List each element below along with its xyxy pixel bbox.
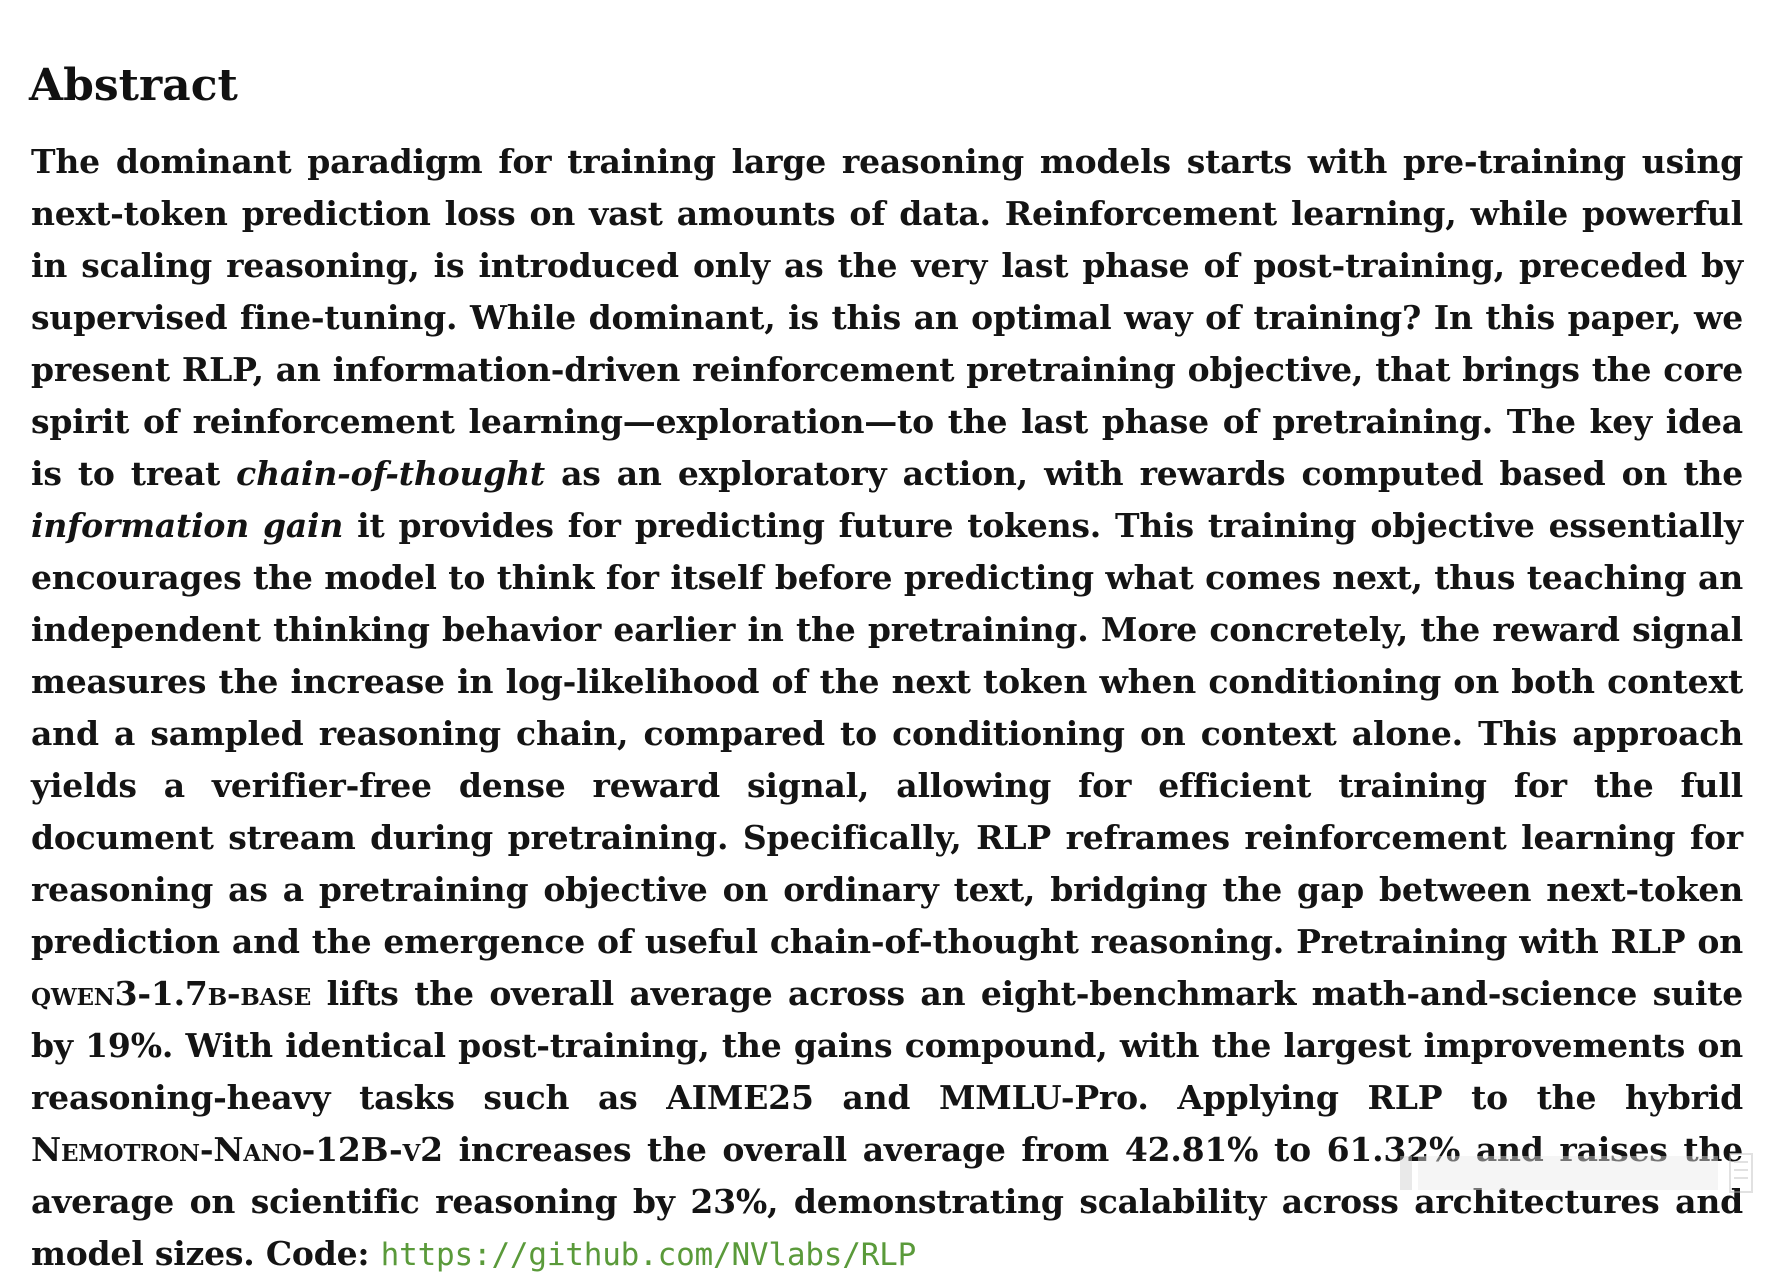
abstract-text-2: as an exploratory action, with rewards computed based on the [544, 454, 1743, 493]
emphasis-chain-of-thought: chain-of-thought [236, 454, 545, 493]
code-link[interactable]: https://github.com/NVlabs/RLP [380, 1237, 917, 1273]
emphasis-information-gain: information gain [31, 506, 344, 545]
model-name-nemotron: Nemotron-Nano-12B-v2 [31, 1130, 443, 1169]
abstract-text-3: it provides for predicting future tokens. This training objective essentially encourages the model to think for itself before predicting what comes next, thus teaching an independent thinking behavior earlier in the pretraining. More concretely, the reward signal measures the increase in log-likelihood of the next token when conditioning on both context and a sampled reasoning chain, compared to conditioning on context alone. This approach yields a verifier-free dense reward signal, allowing for efficient training for the full document stream during pretraining. Specifically, RLP reframes reinforcement learning for reasoning as a pretraining objective on ordinary text, bridging the gap between next-token prediction and the emergence of useful chain-of-thought reasoning. Pretraining with RLP on [31, 506, 1743, 961]
abstract-heading: Abstract [29, 60, 238, 111]
model-name-qwen: qwen3-1.7b-base [31, 974, 312, 1013]
abstract-text-1: The dominant paradigm for training large reasoning models starts with pre-training using next-token prediction loss on vast amounts of data. Reinforcement learning, while powerful in scaling reasoning, is introduced only as the very last phase of post-training, preceded by supervised fine-tuning. While dominant, is this an optimal way of training? In this paper, we present RLP, an information-driven reinforcement pretraining objective, that brings the core spirit of reinforcement learning—exploration—to the last phase of pretraining. The key idea is to treat [31, 142, 1743, 493]
abstract-paragraph [31, 136, 1743, 1281]
scroll-indicator-icon [1400, 1150, 1760, 1194]
abstract-text-5: increases the overall average from 42.81% to 61.32% and raises the average on scientific reasoning by 23%, demonstrating scalability across architectures and model sizes. Code: [31, 1130, 1743, 1273]
abstract-text-4: lifts the overall average across an eight-benchmark math-and-science suite by 19%. With identical post-training, the gains compound, with the largest improvements on reasoning-heavy tasks such as AIME25 and MMLU-Pro. Applying RLP to the hybrid [31, 974, 1743, 1117]
